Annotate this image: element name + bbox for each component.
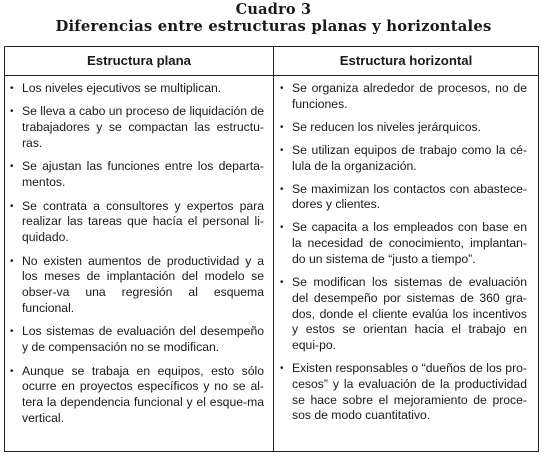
bullet-icon: • (10, 200, 14, 212)
flat-structure-list (5, 81, 273, 434)
bullet-icon: • (280, 363, 284, 375)
list-item-text: Se capacita a los empleados con base en la necesidad de conocimiento, implantan-do un sistema de “justo a tiempo”. (292, 220, 527, 266)
horizontal-structure-list (275, 81, 537, 431)
column-horizontal-structure (275, 47, 537, 451)
list-item-text: No existen aumentos de productividad y a los meses de implantación del modelo se obser-va una regresión al esquema funcional. (22, 253, 264, 315)
comparison-table (4, 46, 539, 452)
list-item (275, 275, 537, 354)
list-item-text: Se contrata a consultores y expertos para realizar las tareas que hacía el personal li-quidado. (22, 198, 264, 245)
column-flat-structure (5, 47, 273, 451)
list-item (5, 364, 273, 427)
list-item-text: Se ajustan las funciones entre los departa-mentos. (22, 159, 264, 190)
column-header-horizontal: Estructura horizontal (339, 53, 473, 68)
bullet-icon: • (280, 183, 284, 195)
bullet-icon: • (280, 276, 284, 288)
list-item (275, 81, 537, 113)
list-item-text: Se organiza alrededor de procesos, no de funciones. (292, 81, 527, 111)
list-item (275, 182, 537, 214)
bullet-icon: • (280, 222, 284, 234)
column-divider (273, 47, 274, 451)
list-item (5, 159, 273, 191)
list-item-text: Se maximizan los contactos con abastece-dores y clientes. (292, 181, 527, 212)
bullet-icon: • (10, 365, 14, 377)
list-item (5, 104, 273, 151)
list-item (275, 220, 537, 267)
bullet-icon: • (280, 83, 284, 94)
bullet-icon: • (10, 161, 14, 173)
list-item-text: Los niveles ejecutivos se multiplican. (22, 81, 222, 95)
list-item (275, 120, 537, 136)
list-item (5, 324, 273, 356)
bullet-icon: • (10, 106, 14, 118)
list-item-text: Se utilizan equipos de trabajo como la cé-lula de la organización. (292, 142, 527, 173)
bullet-icon: • (10, 326, 14, 338)
table-caption-title: Diferencias entre estructuras planas y horizontales (55, 18, 492, 35)
list-item-text: Existen responsables o “dueños de los pro-cesos” y la evaluación de la productividad se hace sobre el mejoramiento de proce-sos de modo cuantitativo. (292, 361, 527, 423)
bullet-icon: • (10, 255, 14, 267)
bullet-icon: • (280, 144, 284, 156)
list-item-text: Se modifican los sistemas de evaluación del desempeño por sistemas de 360 gra-dos, donde el cliente evalúa los incentivos y estos se orientan hacia el trabajo en equi-po. (292, 274, 527, 353)
column-header-flat: Estructura plana (86, 53, 192, 68)
table-caption-number: Cuadro 3 (235, 1, 312, 18)
list-item-text: Se reducen los niveles jerárquicos. (292, 119, 482, 134)
bullet-icon: • (10, 83, 14, 94)
list-item (5, 81, 273, 97)
list-item-text: Aunque se trabaja en equipos, esto sólo ocurre en proyectos específicos y no se al-tera la dependencia funcional y el esque-ma vertical. (22, 363, 264, 425)
list-item (5, 199, 273, 246)
bullet-icon: • (280, 121, 284, 133)
list-item (275, 361, 537, 424)
list-item-text: Se lleva a cabo un proceso de liquidación de trabajadores y se compactan las estructu-ras. (22, 104, 264, 150)
list-item-text: Los sistemas de evaluación del desempeño y de compensación no se modifican. (22, 324, 264, 355)
list-item (275, 143, 537, 175)
list-item (5, 254, 273, 317)
